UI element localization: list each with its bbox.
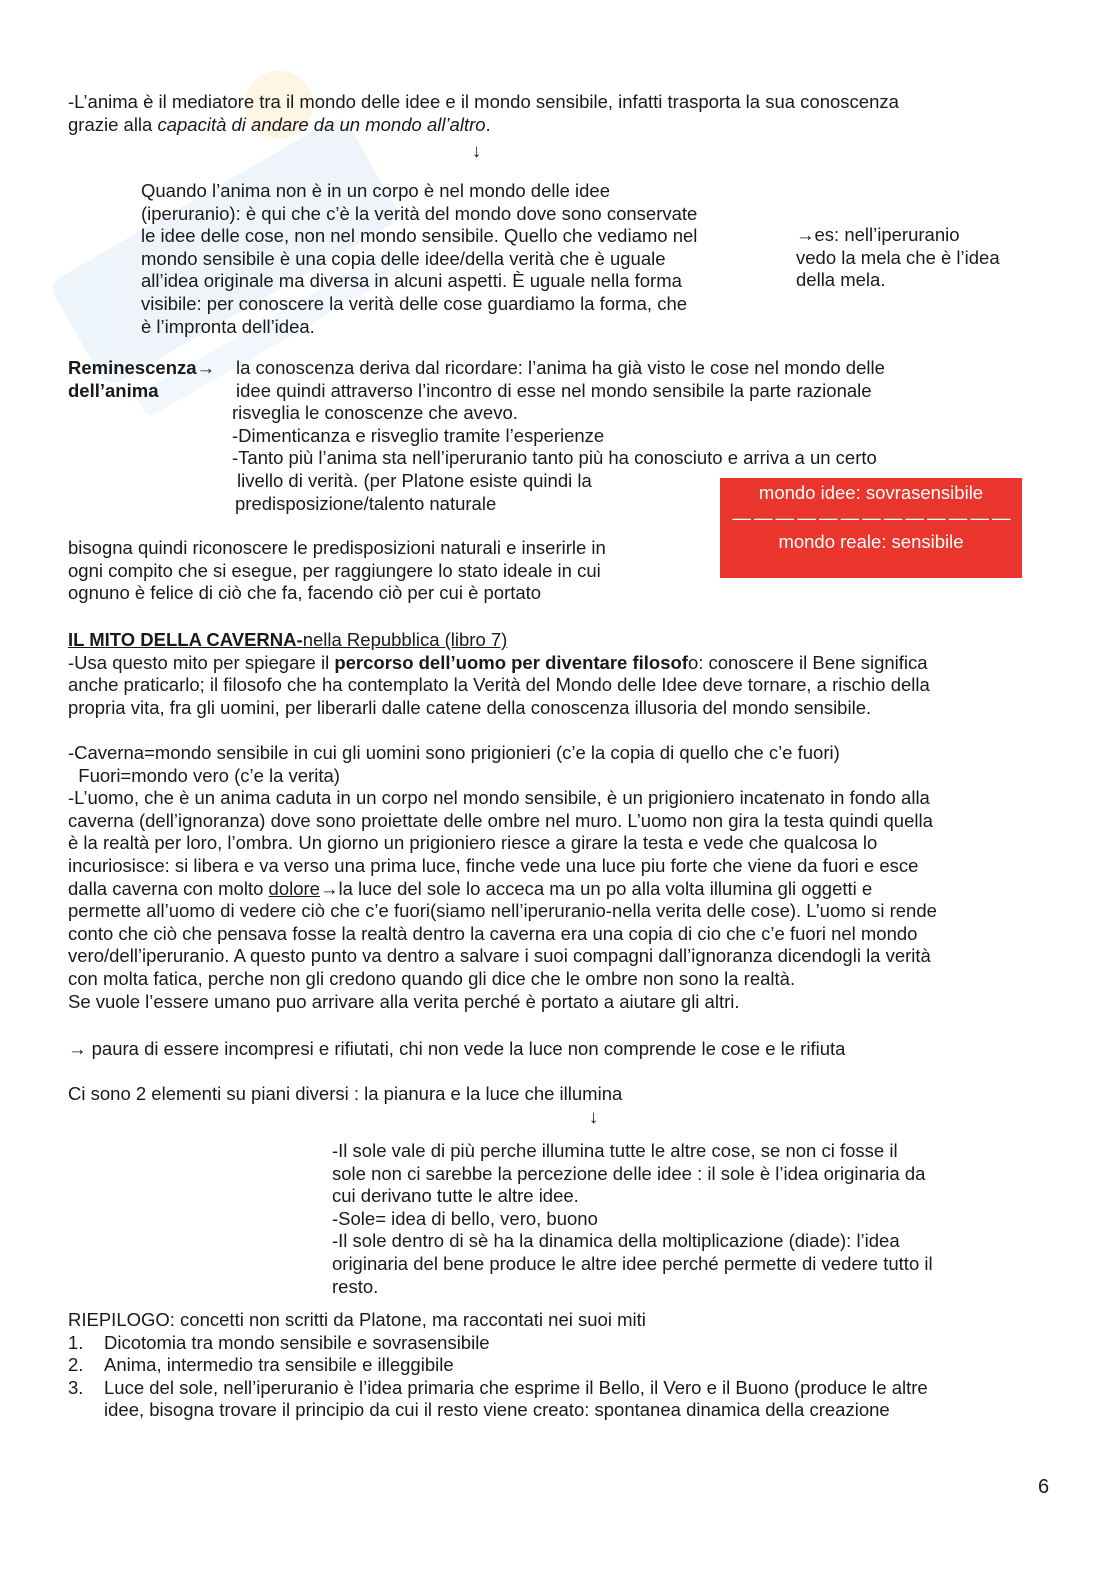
intro-block [68,91,899,136]
list-item-number: 3. [68,1376,84,1398]
iperuranio-line: le idee delle cose, non nel mondo sensibile. Quello che vediamo nel [141,225,698,247]
right-arrow-icon: → [196,357,216,378]
sole-line: -Il sole vale di più perche illumina tutte le altre cose, se non ci fosse il [332,1140,898,1161]
conclusion-paragraph [68,537,606,605]
riepilogo-list [68,1332,928,1422]
reminescenza-term-line-2: dell’anima [68,379,159,401]
conclusion-line: bisogna quindi riconoscere le predisposizioni naturali e inserirle in [68,537,606,558]
list-item [68,1354,928,1377]
caverna-section [68,629,937,1013]
caverna-p1-start: -Usa questo mito per spiegare il [68,651,335,673]
intro-line-1: -L’anima è il mediatore tra il mondo delle idee e il mondo sensibile, infatti trasporta la sua conoscenza [68,91,899,112]
sole-line: -Sole= idea di bello, vero, buono [332,1207,598,1229]
caverna-line [68,878,937,901]
caverna-line: caverna (dell’ignoranza) dove sono proiettate delle ombre nel muro. L’uomo non gira la testa quindi quella [68,809,933,831]
caverna-line: Fuori=mondo vero (c’e la verita) [68,764,340,786]
caverna-line: conto che ciò che pensava fosse la realtà dentro la caverna era una copia di cio che c’e fuori nel mondo [68,922,918,944]
list-item-text: Luce del sole, nell’iperuranio è l’idea primaria che esprime il Bello, il Vero e il Buono (produce le altre [104,1376,928,1398]
caverna-line: con molta fatica, perche non gli credono quando gli dice che le ombre non sono la realtà. [68,967,796,989]
elements-line: Ci sono 2 elementi su piani diversi : la pianura e la luce che illumina [68,1083,623,1104]
reminescenza-term [68,357,215,402]
caverna-p1-bold: percorso dell’uomo per diventare filosof [334,651,688,673]
reminescenza-line: -Tanto più l’anima sta nell’iperuranio tanto più ha conosciuto e arriva a un certo [232,447,877,469]
list-item-number: 2. [68,1354,84,1376]
caverna-line: vero/dell’iperuranio. A questo punto va dentro a salvare i suoi compagni dall’ignoranza dicendogli la verità [68,945,931,967]
dolore-start: dalla caverna con molto [68,877,269,899]
down-arrow-1: ↓ [472,140,482,161]
sole-line: sole non ci sarebbe la percezione delle idee : il sole è l’idea originaria da [332,1162,926,1184]
caverna-line [68,652,937,675]
intro-line-2-end: . [485,113,491,135]
reminescenza-line: risveglia le conoscenze che avevo. [232,402,518,424]
sole-paragraph [332,1140,933,1298]
worlds-box-top: mondo idee: sovrasensibile [758,482,984,503]
worlds-box-bottom: mondo reale: sensibile [778,531,964,553]
worlds-box-divider: — — — — — — — — — — — — — [732,506,1010,528]
reminescenza-term-line-1 [68,357,215,380]
caverna-p1-end: o: conoscere il Bene significa [687,651,928,673]
iperuranio-line: all’idea originale ma diversa in alcuni aspetti. È uguale nella forma [141,270,682,292]
dolore-end: →la luce del sole lo acceca ma un po alla volta illumina gli oggetti e [319,877,873,899]
sole-line: originaria del bene produce le altre idee perché permette di vedere tutto il [332,1252,933,1274]
caverna-title-rest: nella Repubblica (libro 7) [302,629,508,650]
example-line: vedo la mela che è l’idea [796,246,1000,268]
caverna-line: -L’uomo, che è un anima caduta in un corpo nel mondo sensibile, è un prigioniero incatenato in fondo alla [68,787,930,809]
example-line: →es: nell’iperuranio [796,224,960,245]
reminescenza-term-word: Reminescenza [68,357,197,378]
reminescenza-line: la conoscenza deriva dal ricordare: l’anima ha già visto le cose nel mondo delle [236,357,885,378]
iperuranio-line: Quando l’anima non è in un corpo è nel mondo delle idee [141,180,610,201]
conclusion-line: ognuno è felice di ciò che fa, facendo ciò per cui è portato [68,582,542,604]
sole-line: -Il sole dentro di sè ha la dinamica della moltiplicazione (diade): l’idea [332,1230,900,1252]
list-item-number: 1. [68,1331,84,1353]
caverna-line: è la realtà per loro, l’ombra. Un giorno un prigioniero riesce a girare la testa e vede che qualcosa lo [68,832,878,854]
caverna-title [68,629,937,652]
sole-line: resto. [332,1275,379,1297]
list-item [68,1332,928,1355]
reminescenza-line: idee quindi attraverso l’incontro di esse nel mondo sensibile la parte razionale [236,379,872,401]
caverna-line: -Caverna=mondo sensibile in cui gli uomini sono prigionieri (c’e la copia di quello che c’e fuori) [68,741,840,763]
list-item-text: idee, bisogna trovare il principio da cui il resto viene creato: spontanea dinamica della creazione [104,1399,890,1421]
worlds-box [720,478,1022,578]
intro-line-2-italic: capacità di andare da un mondo all’altro [157,113,486,135]
iperuranio-line: mondo sensibile è una copia delle idee/della verità che è uguale [141,247,666,269]
caverna-line: permette all’uomo di vedere ciò che c’e fuori(siamo nell’iperuranio-nella verita delle cose). L’uomo si rende [68,900,937,922]
intro-line-2 [68,114,899,137]
iperuranio-line: è l’impronta dell’idea. [141,315,315,337]
caverna-line: propria vita, fra gli uomini, per liberarli dalle catene della conoscenza illusoria del mondo sensibile. [68,696,872,718]
riepilogo-heading: RIEPILOGO: concetti non scritti da Platone, ma raccontati nei suoi miti [68,1309,646,1330]
dolore-word: dolore [268,877,320,899]
caverna-line: Se vuole l’essere umano puo arrivare alla verita perché è portato a aiutare gli altri. [68,990,740,1012]
conclusion-line: ogni compito che si esegue, per raggiungere lo stato ideale in cui [68,559,601,581]
iperuranio-line: visibile: per conoscere la verità delle cose guardiamo la forma, che [141,292,688,314]
list-item-text: Anima, intermedio tra sensibile e illeggibile [104,1354,454,1376]
list-item [68,1377,928,1422]
down-arrow-2: ↓ [589,1106,599,1127]
reminescenza-line: -Dimenticanza e risveglio tramite l’esperienze [232,424,605,446]
page-number: 6 [1038,1476,1050,1498]
sole-line: cui derivano tutte le altre idee. [332,1185,579,1207]
riepilogo-section [68,1309,928,1422]
intro-line-2-start: grazie alla [68,113,158,135]
caverna-line: incuriosisce: si libera e va verso una prima luce, finche vede una luce piu forte che viene da fuori e esce [68,854,919,876]
blank-line [68,719,937,742]
iperuranio-paragraph [141,180,697,338]
iperuranio-line: (iperuranio): è qui che c’è la verità del mondo dove sono conservate [141,202,698,224]
reminescenza-line: predisposizione/talento naturale [235,492,497,514]
example-note [796,224,1000,292]
caverna-title-bold: IL MITO DELLA CAVERNA- [68,629,303,650]
example-line: della mela. [796,269,886,291]
reminescenza-line: livello di verità. (per Platone esiste quindi la [237,469,592,491]
fear-line: → paura di essere incompresi e rifiutati, chi non vede la luce non comprende le cose e le rifiuta [68,1038,846,1059]
list-item-text: Dicotomia tra mondo sensibile e sovrasensibile [104,1331,490,1353]
caverna-line: anche praticarlo; il filosofo che ha contemplato la Verità del Mondo delle Idee deve tornare, a rischio della [68,674,930,696]
